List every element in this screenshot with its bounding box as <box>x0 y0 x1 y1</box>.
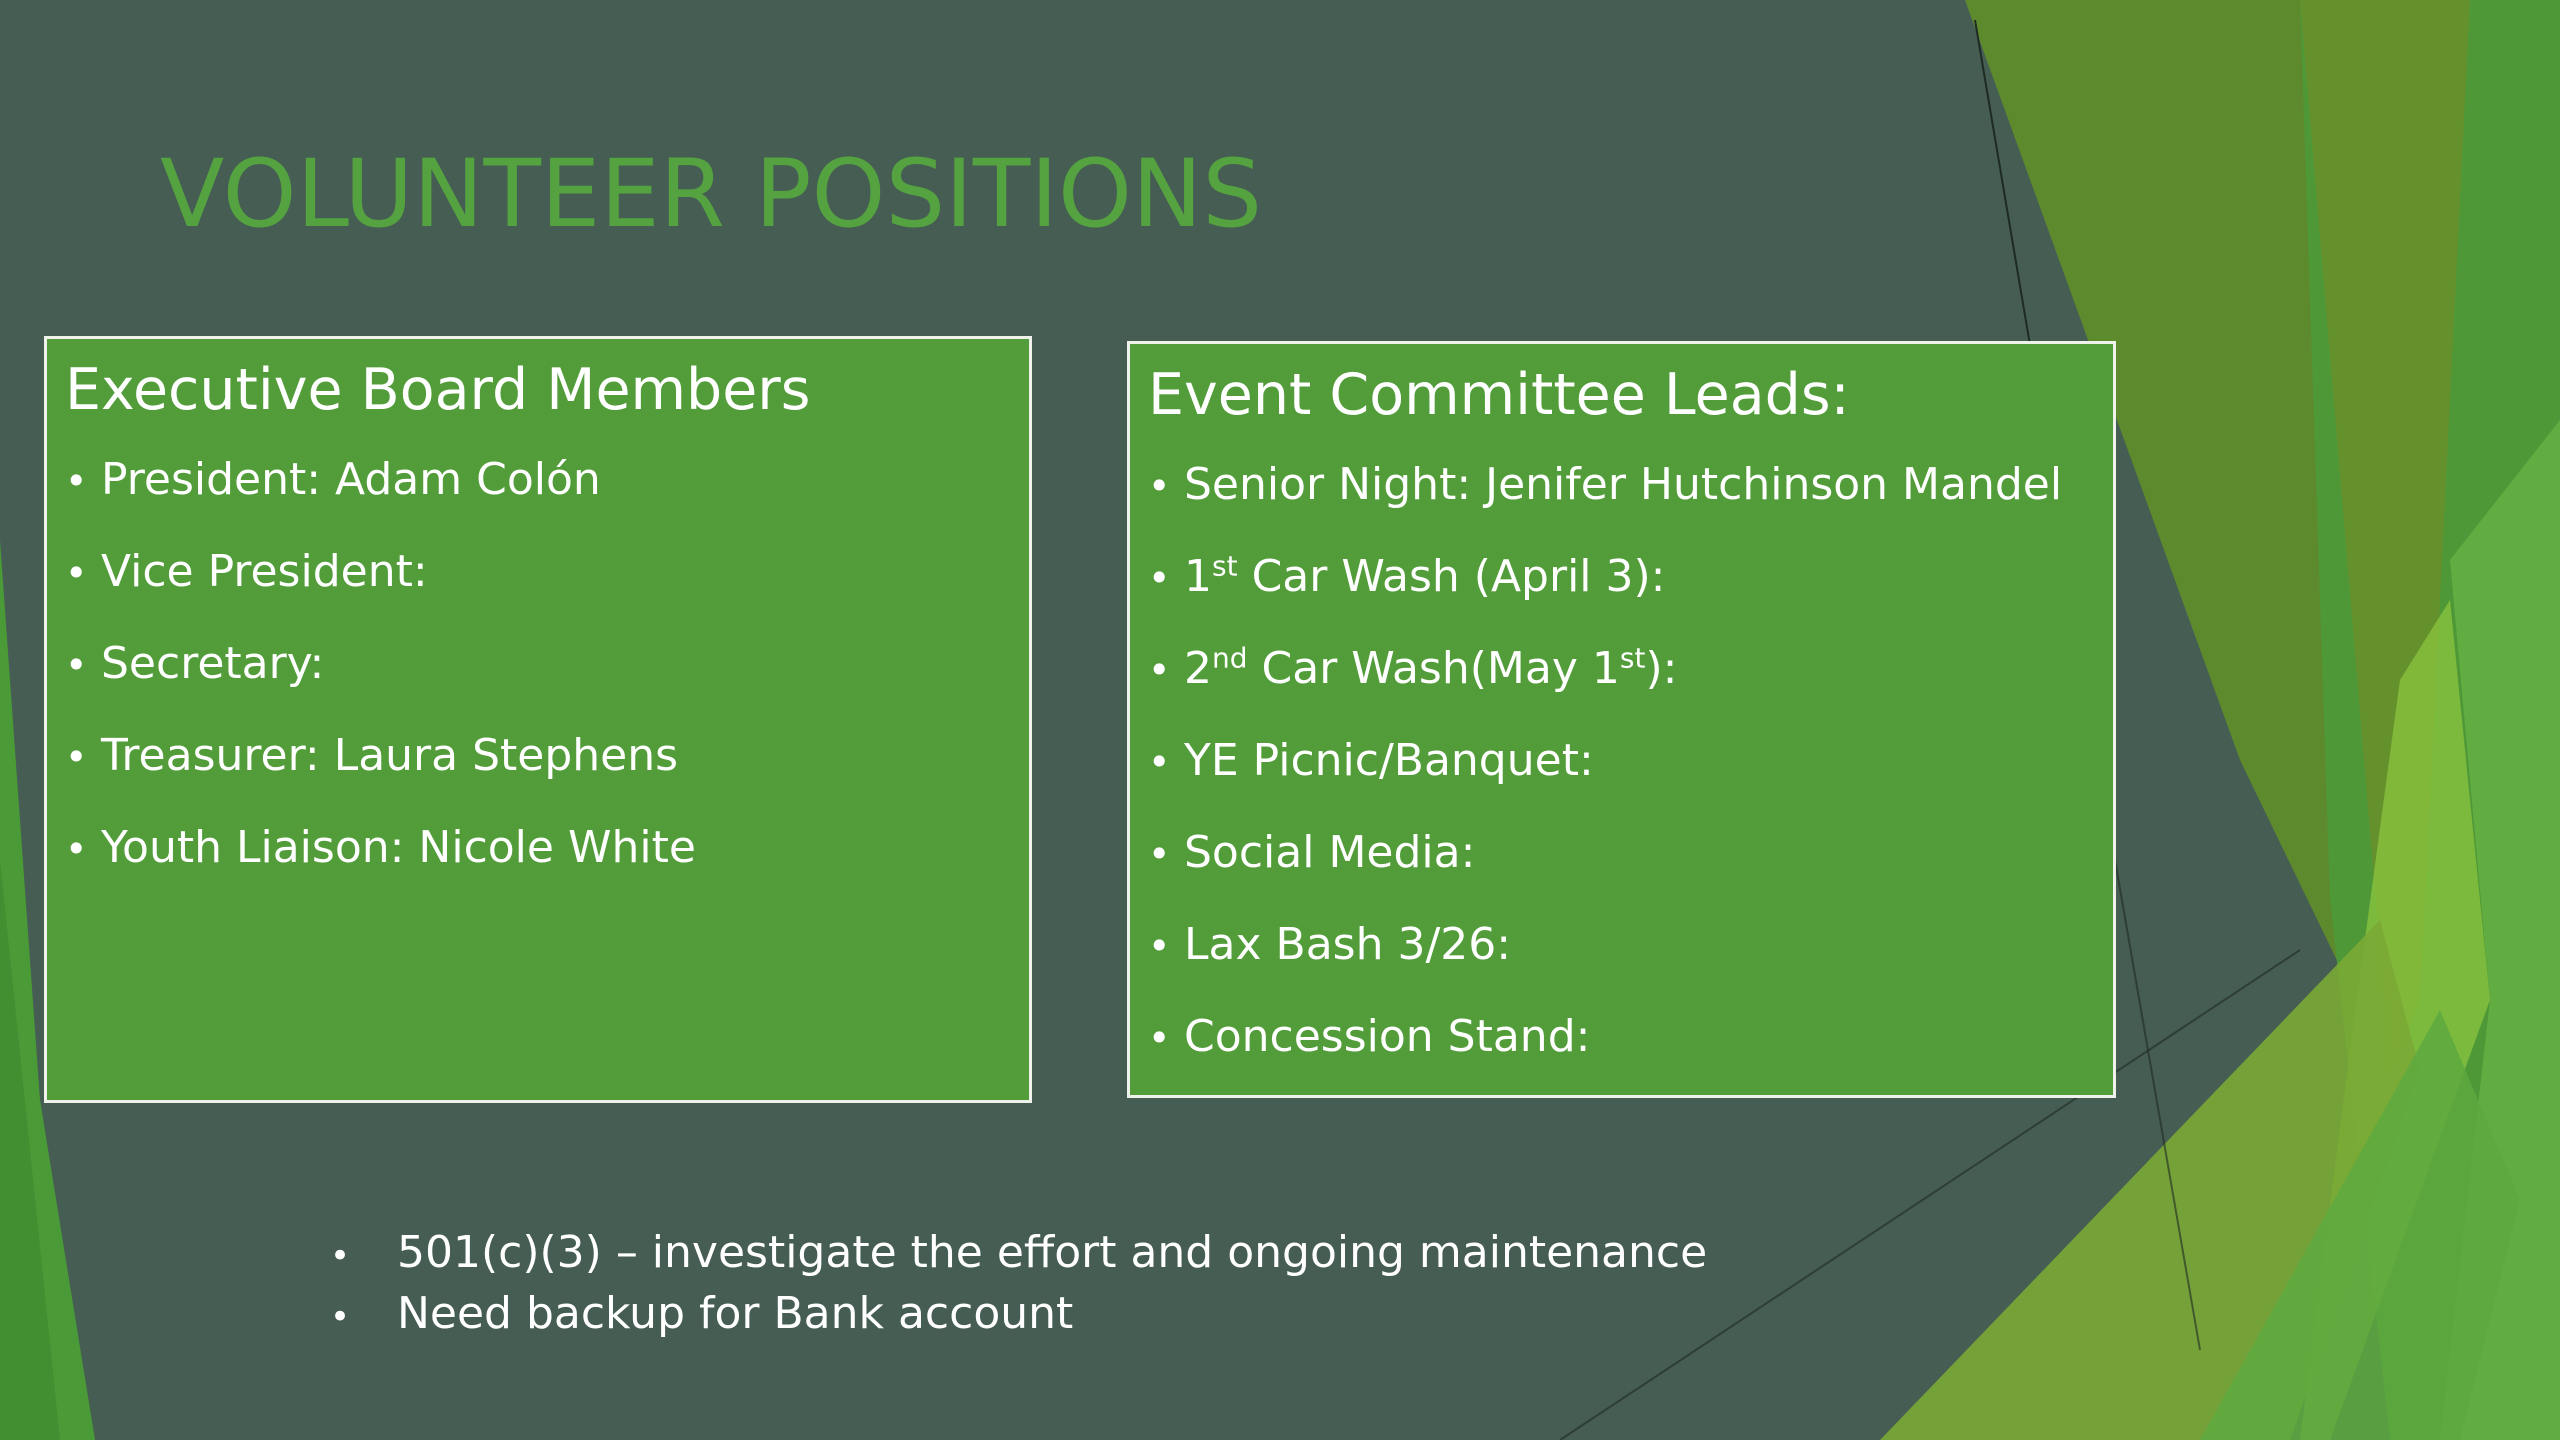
list-item-text: Lax Bash 3/26: <box>1184 919 1512 970</box>
list-item <box>1148 732 2062 824</box>
list-item <box>1148 456 2062 548</box>
list-item <box>1148 824 2062 916</box>
notes-list <box>330 1224 1707 1346</box>
list-item <box>1148 1008 2062 1100</box>
bullet-icon: • <box>1148 740 1171 784</box>
list-item <box>65 635 696 727</box>
list-item-text: 1 <box>1184 551 1212 602</box>
event-committee-box <box>1127 341 2116 1098</box>
list-item-text: Social Media: <box>1184 827 1476 878</box>
list-item <box>330 1285 1707 1346</box>
list-item-text: Treasurer: Laura Stephens <box>101 730 679 781</box>
list-item-text: 2 <box>1184 643 1212 694</box>
list-item-text: YE Picnic/Banquet: <box>1184 735 1594 786</box>
list-item <box>65 451 696 543</box>
ordinal-suffix: st <box>1212 549 1238 583</box>
bullet-icon: • <box>1148 924 1171 968</box>
bullet-icon: • <box>65 735 88 779</box>
bullet-icon: • <box>65 551 88 595</box>
bullet-icon: • <box>65 643 88 687</box>
bullet-icon: • <box>330 1236 351 1276</box>
list-item-text: ): <box>1645 643 1678 694</box>
event-committee-heading: Event Committee Leads: <box>1148 362 1850 428</box>
executive-board-heading: Executive Board Members <box>65 357 811 423</box>
list-item-text: Concession Stand: <box>1184 1011 1591 1062</box>
list-item-text: Senior Night: Jenifer Hutchinson Mandel <box>1184 459 2063 510</box>
event-committee-list <box>1148 456 2062 1100</box>
list-item <box>1148 916 2062 1008</box>
note-text: 501(c)(3) – investigate the effort and ongoing maintenance <box>397 1227 1708 1278</box>
slide-title: VOLUNTEER POSITIONS <box>160 140 1263 249</box>
list-item-text: Car Wash (April 3): <box>1237 551 1666 602</box>
list-item <box>330 1224 1707 1285</box>
executive-board-list <box>65 451 696 911</box>
list-item-text: Car Wash(May 1 <box>1247 643 1620 694</box>
list-item-text: President: Adam Colón <box>101 454 601 505</box>
bullet-icon: • <box>1148 832 1171 876</box>
bullet-icon: • <box>330 1297 351 1337</box>
list-item-text: Secretary: <box>101 638 325 689</box>
bullet-icon: • <box>1148 1016 1171 1060</box>
executive-board-box <box>44 336 1032 1103</box>
list-item-text: Youth Liaison: Nicole White <box>101 822 696 873</box>
list-item <box>65 727 696 819</box>
list-item <box>1148 548 2062 640</box>
bullet-icon: • <box>1148 648 1171 692</box>
list-item <box>65 819 696 911</box>
ordinal-suffix: st <box>1619 641 1646 675</box>
ordinal-suffix: nd <box>1212 641 1248 675</box>
list-item-text: Vice President: <box>101 546 428 597</box>
bullet-icon: • <box>1148 556 1171 600</box>
bullet-icon: • <box>65 459 88 503</box>
bullet-icon: • <box>1148 464 1171 508</box>
list-item <box>65 543 696 635</box>
list-item <box>1148 640 2062 732</box>
note-text: Need backup for Bank account <box>397 1288 1074 1339</box>
bullet-icon: • <box>65 827 88 871</box>
